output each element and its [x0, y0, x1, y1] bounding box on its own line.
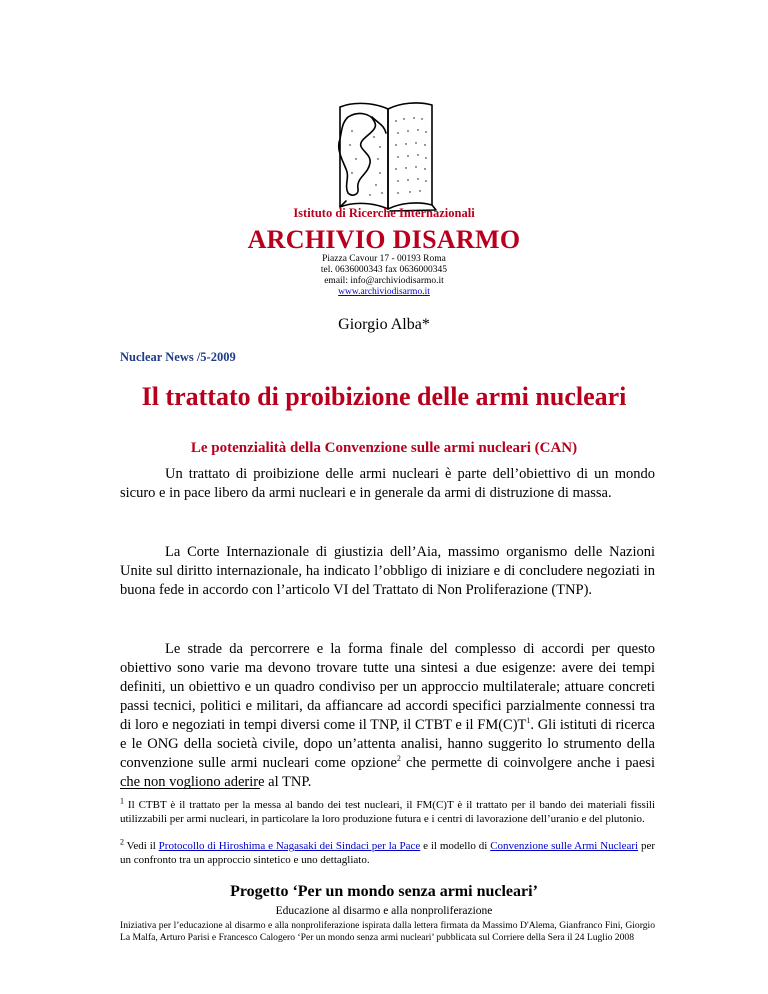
paragraph-3 — [120, 640, 655, 792]
footnote-2 — [120, 837, 655, 867]
phone-fax: tel. 0636000343 fax 0636000345 — [320, 265, 448, 275]
footnote-divider — [120, 788, 260, 789]
footnote-ref-2: 2 — [396, 754, 401, 764]
footnote-2-post: per un confronto tra un approccio sintetico e uno dettagliato. — [120, 840, 655, 866]
organization-name: ARCHIVIO DISARMO — [247, 225, 521, 254]
institute-name: Istituto di Ricerche Internazionali — [293, 206, 475, 220]
website-line — [0, 287, 768, 298]
paragraph-3-part-c: che permette di coinvolgere anche i paesi che non vogliono aderire al TNP. — [120, 755, 655, 790]
convention-link[interactable]: Convenzione sulle Armi Nucleari — [490, 840, 639, 852]
initiative-text: Iniziativa per l’educazione al disarmo e alla nonproliferazione ispirata dalla lettera firmata da Massimo D'Alema, Gianfranco Fini, Giorgio La Malfa, Arturo Parisi e Francesco Calogero ‘Per un mondo senza armi nucleari’ pubblicata sul Corriere della Sera il 24 Luglio 2008 — [120, 920, 655, 943]
website-link[interactable]: www.archiviodisarmo.it — [338, 287, 430, 297]
paragraph-3-part-b: . Gli istituti di ricerca e le ONG della società civile, dopo un’attenta analisi, hanno suggerito lo strumento della convenzione sulle armi nucleari come opzione — [120, 717, 655, 771]
footnote-ref-1: 1 — [526, 716, 531, 726]
footnote-1 — [120, 796, 655, 826]
email: email: info@archiviodisarmo.it — [324, 276, 444, 286]
paragraph-1: Un trattato di proibizione delle armi nucleari è parte dell’obiettivo di un mondo sicuro e in pace libero da armi nucleari e in generale da armi di distruzione di massa. — [120, 466, 655, 501]
address: Piazza Cavour 17 - 00193 Roma — [322, 254, 446, 264]
footnote-2-pre: Vedi il — [124, 840, 159, 852]
footnote-1-number: 1 — [120, 796, 124, 806]
archivio-disarmo-logo — [300, 97, 468, 214]
footnote-1-text: Il CTBT è il trattato per la messa al bando dei test nucleari, il FM(C)T è il trattato per il bando dei materiali fissili utilizzabili per armi nucleari, in particolare la loro produzione futura e i centri di lavorazione dell’uranio e del plutonio. — [120, 799, 655, 825]
paragraph-2: La Corte Internazionale di giustizia dell’Aia, massimo organismo delle Nazioni Unite sul diritto internazionale, ha indicato l’obbligo di iniziare e di concludere negoziati in buona fede in accordo con l’articolo VI del Trattato di Non Proliferazione (TNP). — [120, 544, 655, 598]
project-subtitle: Educazione al disarmo e alla nonproliferazione — [275, 905, 493, 917]
footnote-2-mid: e il modello di — [420, 840, 491, 852]
project-title: Progetto ‘Per un mondo senza armi nucleari’ — [230, 883, 538, 900]
protocol-link[interactable]: Protocollo di Hiroshima e Nagasaki dei Sindaci per la Pace — [158, 840, 421, 852]
author: Giorgio Alba* — [338, 316, 430, 333]
footnote-2-number: 2 — [120, 837, 124, 847]
page-title: Il trattato di proibizione delle armi nucleari — [141, 382, 627, 411]
paragraph-3-part-a: Le strade da percorrere e la forma finale del complesso di accordi per questo obiettivo sono varie ma devono trovare tutte una sintesi a due esigenze: avere dei tempi definiti, un obiettivo e un quadro condiviso per un approccio multilaterale; attuare concreti passi tecnici, politici e militari, da affiancare ad accordi specifici parzialmente connessi tra di loro e negoziati in tempi diversi come il TNP, il CTBT e il FM(C)T — [120, 641, 655, 733]
series-label: Nuclear News /5-2009 — [120, 350, 236, 364]
subtitle: Le potenzialità della Convenzione sulle armi nucleari (CAN) — [190, 440, 578, 456]
